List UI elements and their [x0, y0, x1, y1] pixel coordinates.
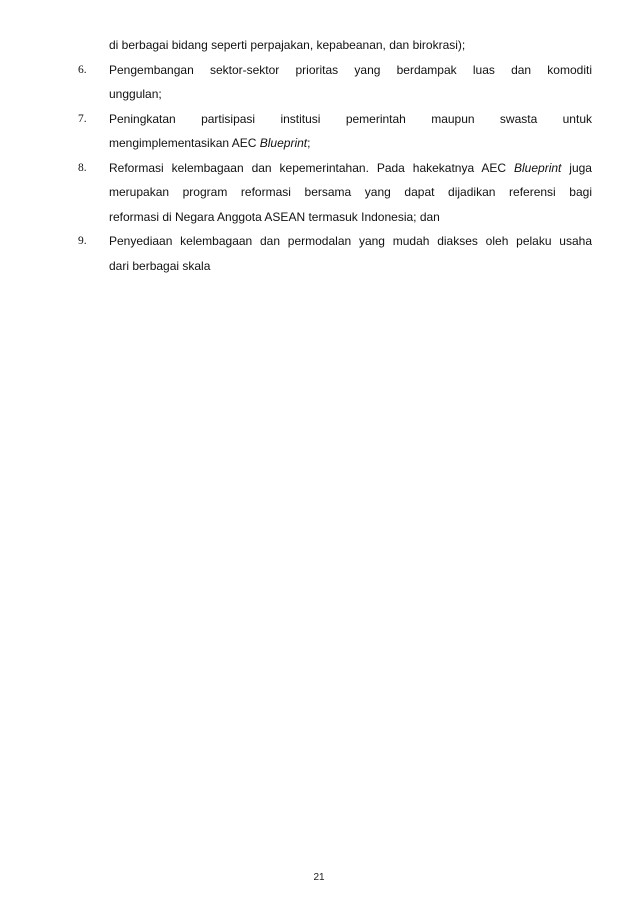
list-item-9: [78, 229, 592, 254]
list-item-text: [109, 131, 592, 156]
list-item-text: Pengembangan sektor-sektor prioritas yang berdampak luas dan komoditi: [109, 62, 592, 77]
text-run: ;: [307, 136, 311, 150]
list-item-text: [109, 156, 592, 181]
list-item-text: Penyediaan kelembagaan dan permodalan yang mudah diakses oleh pelaku usaha: [109, 234, 592, 248]
list-item-8-continued: [78, 180, 592, 205]
text-run: juga: [561, 160, 592, 175]
list-item-number: 6.: [78, 63, 87, 76]
list-content: [78, 33, 592, 278]
list-item-text: Peningkatan partisipasi institusi pemerintah maupun swasta untuk: [109, 111, 592, 126]
list-item-text: di berbagai bidang seperti perpajakan, kepabeanan, dan birokrasi);: [109, 38, 466, 52]
continuation-line: [78, 33, 592, 58]
text-run: Reformasi kelembagaan dan kepemerintahan. Pada hakekatnya AEC: [109, 160, 514, 175]
list-item-8: [78, 156, 592, 181]
list-item-text: dari berbagai skala: [109, 258, 211, 273]
italic-term: Blueprint: [514, 160, 562, 175]
list-item-text: unggulan;: [109, 87, 162, 101]
list-item-6-continued: [78, 82, 592, 107]
list-item-7-continued: [78, 131, 592, 156]
list-item-9-continued: [78, 254, 592, 279]
list-item-6: [78, 58, 592, 83]
list-item-text: merupakan program reformasi bersama yang dapat dijadikan referensi bagi: [109, 185, 592, 199]
list-item-8-continued: [78, 205, 592, 230]
list-item-text: reformasi di Negara Anggota ASEAN termasuk Indonesia; dan: [109, 209, 440, 224]
list-item-number: 8.: [78, 161, 87, 174]
list-item-number: 7.: [78, 112, 87, 125]
italic-term: Blueprint: [259, 136, 308, 150]
page-number: 21: [313, 872, 325, 883]
text-run: mengimplementasikan AEC: [109, 136, 260, 150]
list-item-7: [78, 107, 592, 132]
list-item-number: 9.: [78, 235, 87, 247]
